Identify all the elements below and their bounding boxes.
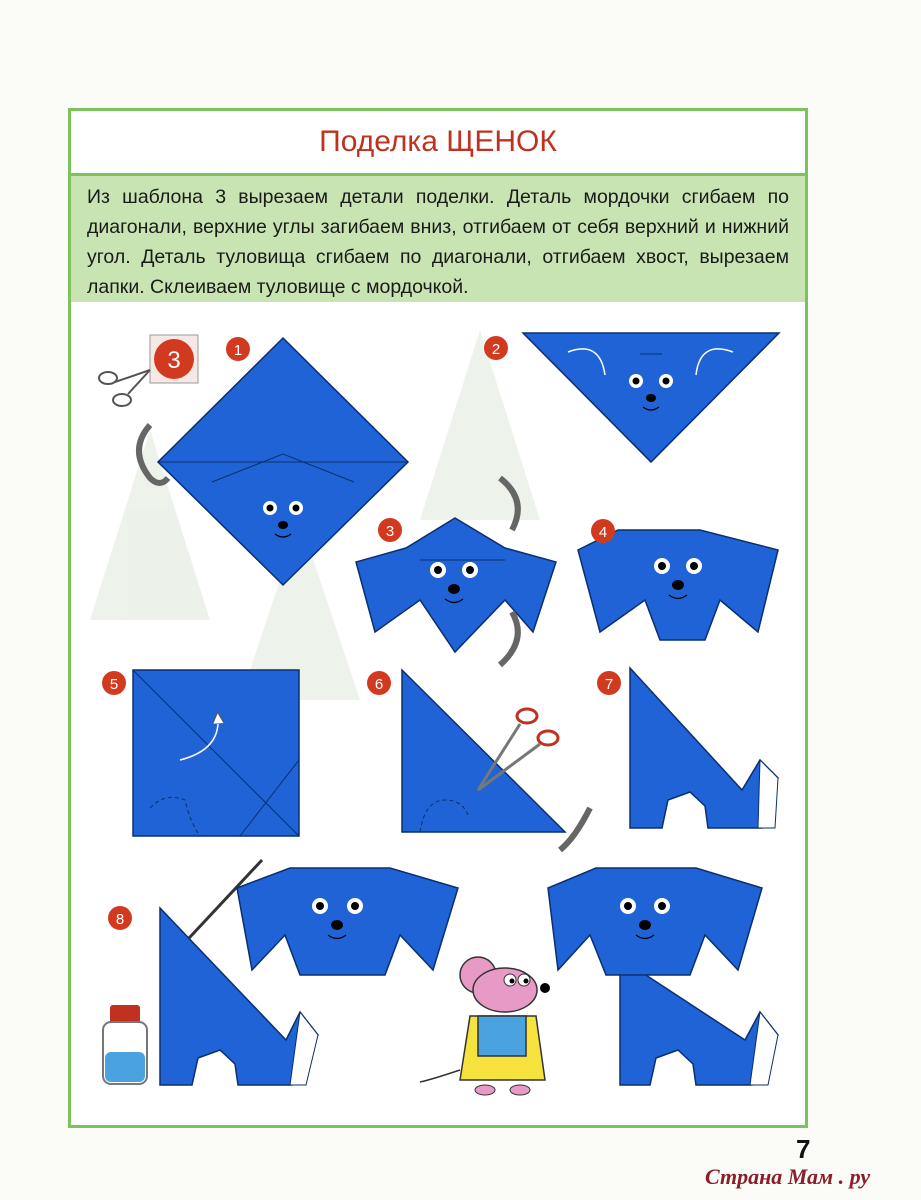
mouse-mascot (420, 957, 550, 1095)
step-7-label: 7 (604, 676, 614, 693)
step-5-label: 5 (109, 676, 119, 693)
fold-arrow-icon (500, 612, 518, 665)
step-4-figure (578, 530, 778, 640)
step-1-label: 1 (233, 342, 243, 359)
page-title: Поделка ЩЕНОК (71, 111, 805, 176)
instructions-text: Из шаблона 3 вырезаем детали поделки. Деталь мордочки сгибаем по диагонали, верхние углы загибаем вниз, отгибаем от себя верхний и нижний угол. Деталь туловища сгибаем по диагонали, отгибаем хвост, вырезаем лапки. Склеиваем туловище с мордочкой. (87, 186, 789, 298)
step-6-label: 6 (374, 676, 384, 693)
step-8-head (237, 868, 458, 975)
template-badge (150, 335, 198, 383)
step-2-label: 2 (491, 341, 501, 358)
step-4-label: 4 (598, 524, 608, 541)
watermark: Страна Мам . ру (705, 1164, 871, 1189)
template-badge-label: 3 (167, 347, 181, 374)
step-6-figure (402, 670, 565, 832)
step-7-figure (630, 668, 778, 828)
scissors-icon (99, 370, 150, 406)
final-dog-figure (548, 868, 778, 1085)
step-8-label: 8 (115, 911, 125, 928)
page-number: 7 (796, 1134, 811, 1164)
step-5-figure (133, 670, 299, 836)
step-3-label: 3 (385, 523, 395, 540)
step-2-figure (523, 333, 779, 462)
glue-bottle-icon (103, 1005, 147, 1084)
fold-arrow-icon (560, 808, 590, 850)
